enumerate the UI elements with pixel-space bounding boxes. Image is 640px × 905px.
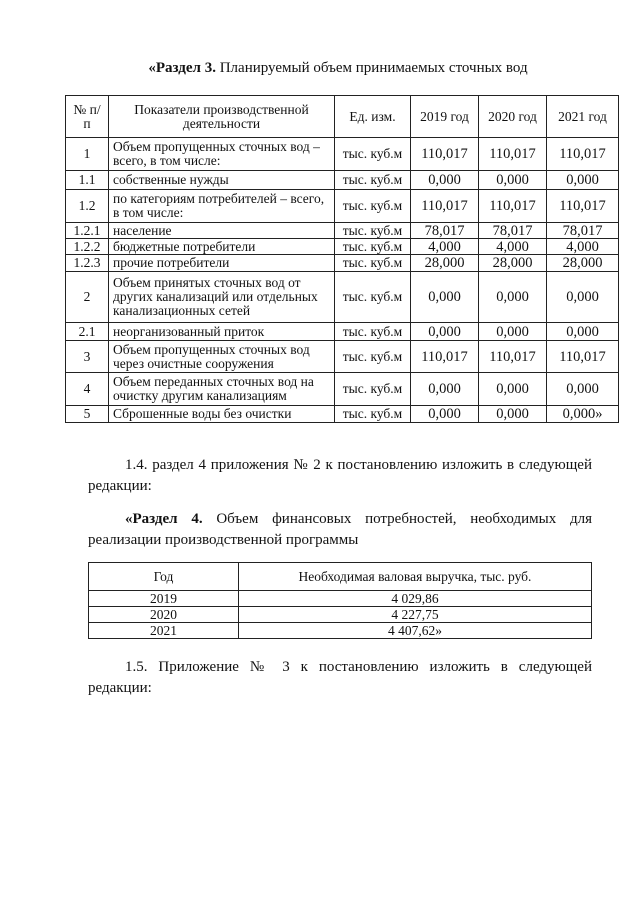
- section-4-title: [88, 509, 592, 551]
- title-text: Объем финансовых потребностей, необходимых для реализации производственной программы: [88, 511, 592, 548]
- table-row: [66, 190, 619, 223]
- row-num: 1: [66, 138, 109, 171]
- value-2019: 0,000: [411, 406, 479, 423]
- value-2021: 110,017: [547, 190, 619, 223]
- value-2020: 0,000: [479, 323, 547, 341]
- wastewater-volume-table: [65, 95, 619, 423]
- value-2019: 4,000: [411, 239, 479, 255]
- row-unit: тыс. куб.м: [335, 138, 411, 171]
- row-num: 2: [66, 272, 109, 323]
- value-2021: 0,000: [547, 373, 619, 406]
- value-2021: 4,000: [547, 239, 619, 255]
- value-2020: 110,017: [479, 138, 547, 171]
- value-2019: 0,000: [411, 373, 479, 406]
- row-revenue: 4 407,62»: [239, 623, 592, 639]
- value-2021: 0,000: [547, 272, 619, 323]
- paragraph-1-4: 1.4. раздел 4 приложения № 2 к постановлению изложить в следующей редакции:: [88, 457, 592, 494]
- row-unit: тыс. куб.м: [335, 255, 411, 272]
- row-revenue: 4 227,75: [239, 607, 592, 623]
- row-num: 2.1: [66, 323, 109, 341]
- value-2019: 110,017: [411, 138, 479, 171]
- title-bold: «Раздел 4.: [125, 511, 203, 527]
- row-indicator: Сброшенные воды без очистки: [109, 406, 335, 423]
- table-header-row: [89, 563, 592, 591]
- table-row: [89, 623, 592, 639]
- financial-needs-table: [88, 562, 592, 639]
- table-row: [66, 341, 619, 373]
- row-unit: тыс. куб.м: [335, 223, 411, 239]
- value-2020: 0,000: [479, 373, 547, 406]
- row-unit: тыс. куб.м: [335, 373, 411, 406]
- row-year: 2021: [89, 623, 239, 639]
- row-unit: тыс. куб.м: [335, 341, 411, 373]
- row-revenue: 4 029,86: [239, 591, 592, 607]
- table-row: [66, 272, 619, 323]
- row-unit: тыс. куб.м: [335, 171, 411, 190]
- table-row: [66, 239, 619, 255]
- row-indicator: неорганизованный приток: [109, 323, 335, 341]
- row-unit: тыс. куб.м: [335, 272, 411, 323]
- value-2020: 110,017: [479, 341, 547, 373]
- header-2019: 2019 год: [411, 96, 479, 138]
- row-num: 1.2: [66, 190, 109, 223]
- value-2021: 78,017: [547, 223, 619, 239]
- row-num: 1.2.1: [66, 223, 109, 239]
- row-year: 2019: [89, 591, 239, 607]
- value-2020: 0,000: [479, 272, 547, 323]
- row-indicator: прочие потребители: [109, 255, 335, 272]
- value-2021: 0,000: [547, 171, 619, 190]
- value-2019: 78,017: [411, 223, 479, 239]
- value-2021: 0,000»: [547, 406, 619, 423]
- row-unit: тыс. куб.м: [335, 190, 411, 223]
- row-year: 2020: [89, 607, 239, 623]
- value-2021: 110,017: [547, 341, 619, 373]
- table-row: [66, 138, 619, 171]
- header-indicator: Показатели производственной деятельности: [109, 96, 335, 138]
- value-2020: 4,000: [479, 239, 547, 255]
- row-unit: тыс. куб.м: [335, 239, 411, 255]
- table-row: [89, 591, 592, 607]
- value-2020: 0,000: [479, 171, 547, 190]
- value-2020: 110,017: [479, 190, 547, 223]
- value-2021: 110,017: [547, 138, 619, 171]
- value-2020: 78,017: [479, 223, 547, 239]
- value-2021: 28,000: [547, 255, 619, 272]
- section-3-title: [0, 60, 640, 77]
- row-num: 4: [66, 373, 109, 406]
- value-2021: 0,000: [547, 323, 619, 341]
- header-unit: Ед. изм.: [335, 96, 411, 138]
- row-indicator: Объем пропущенных сточных вод через очистные сооружения: [109, 341, 335, 373]
- title-bold: «Раздел 3.: [148, 60, 216, 76]
- value-2020: 28,000: [479, 255, 547, 272]
- table-row: [66, 255, 619, 272]
- value-2019: 0,000: [411, 171, 479, 190]
- row-num: 1.1: [66, 171, 109, 190]
- table-row: [66, 223, 619, 239]
- header-2021: 2021 год: [547, 96, 619, 138]
- value-2019: 110,017: [411, 190, 479, 223]
- header-year: Год: [89, 563, 239, 591]
- row-indicator: население: [109, 223, 335, 239]
- table-row: [66, 406, 619, 423]
- row-unit: тыс. куб.м: [335, 406, 411, 423]
- table-row: [66, 171, 619, 190]
- row-num: 1.2.2: [66, 239, 109, 255]
- header-revenue: Необходимая валовая выручка, тыс. руб.: [239, 563, 592, 591]
- table-row: [66, 323, 619, 341]
- paragraph-1-5: 1.5. Приложение № 3 к постановлению изложить в следующей редакции:: [88, 659, 592, 696]
- value-2019: 28,000: [411, 255, 479, 272]
- row-num: 3: [66, 341, 109, 373]
- title-text: Планируемый объем принимаемых сточных вод: [215, 60, 528, 76]
- row-num: 5: [66, 406, 109, 423]
- table-row: [66, 373, 619, 406]
- row-indicator: бюджетные потребители: [109, 239, 335, 255]
- table-row: [89, 607, 592, 623]
- row-indicator: по категориям потребителей – всего, в том числе:: [109, 190, 335, 223]
- row-indicator: Объем переданных сточных вод на очистку другим канализациям: [109, 373, 335, 406]
- value-2019: 0,000: [411, 272, 479, 323]
- value-2020: 0,000: [479, 406, 547, 423]
- value-2019: 110,017: [411, 341, 479, 373]
- value-2019: 0,000: [411, 323, 479, 341]
- header-num: № п/п: [66, 96, 109, 138]
- row-indicator: Объем пропущенных сточных вод – всего, в том числе:: [109, 138, 335, 171]
- header-2020: 2020 год: [479, 96, 547, 138]
- row-indicator: собственные нужды: [109, 171, 335, 190]
- table-header-row: [66, 96, 619, 138]
- row-indicator: Объем принятых сточных вод от других канализаций или отдельных канализационных сетей: [109, 272, 335, 323]
- row-unit: тыс. куб.м: [335, 323, 411, 341]
- row-num: 1.2.3: [66, 255, 109, 272]
